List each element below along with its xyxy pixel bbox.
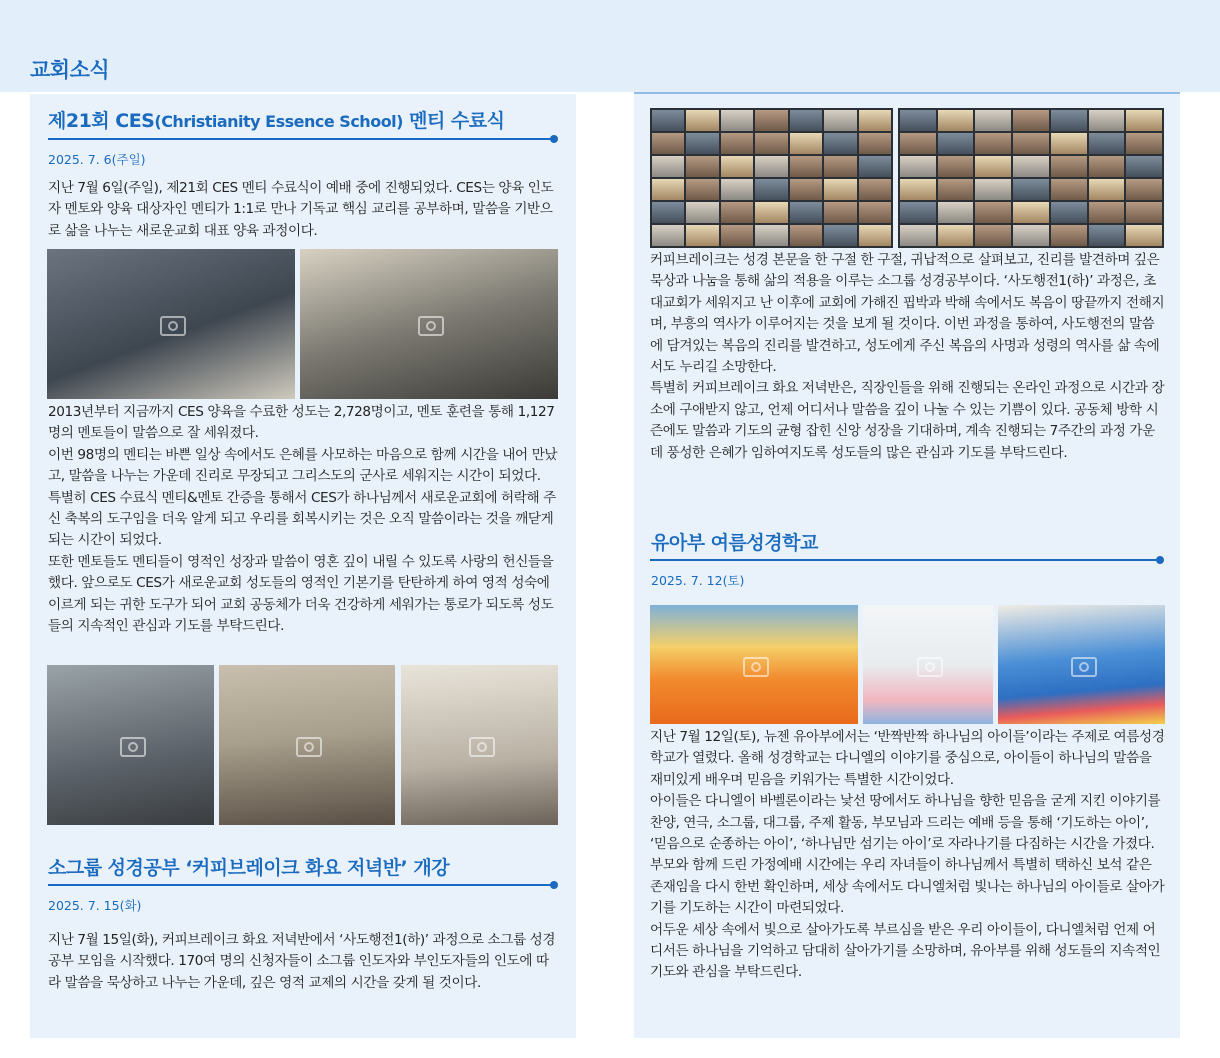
photo-icon	[120, 737, 146, 757]
photo-ces-testimony	[219, 665, 395, 825]
photo-icon	[1071, 657, 1097, 677]
title-rule	[650, 559, 1160, 561]
photo-icon	[296, 737, 322, 757]
photo-zoom-meeting-1	[650, 108, 893, 248]
article-intro: 지난 7월 6일(주일), 제21회 CES 멘티 수료식이 예배 중에 진행되었다. CES는 양육 인도자 멘토와 양육 대상자인 멘티가 1:1로 만나 기독교 핵심 교리를 공부하며, 말씀을 기반으로 삶을 나누는 새로운교회 대표 양육 과정이다.	[48, 180, 554, 239]
article-body: 2013년부터 지금까지 CES 양육을 수료한 성도는 2,728명이고, 멘토 훈련을 통해 1,127명의 멘토들이 말씀으로 잘 세워졌다. 이번 98명의 멘티는 바쁜 일상 속에서도 은혜를 사모하는 마음으로 함께 시간을 내어 만났고, 말씀을 나누는 가운데 진리로 무장되고 그리스도의 군사로 세워지는 시간이 되었다. 특별히 CES 수료식 멘티&멘토 간증을 통해서 CES가 하나님께서 새로운교회에 허락해 주신 축복의 도구임을 더욱 알게 되고 우리를 회복시키는 것은 오직 말씀이라는 것을 깨닫게 되는 시간이 되었다. 또한 멘토들도 멘티들이 영적인 성장과 말씀이 영혼 깊이 내릴 수 있도록 사랑의 헌신들을 했다. 앞으로도 CES가 새로운교회 성도들의 영적인 기본기를 탄탄하게 하여 영적 성숙에 이르게 되는 귀한 도구가 되어 교회 공동체가 더욱 건강하게 세워가는 통로가 되도록 성도들의 지속적인 관심과 기도를 부탁드린다.	[48, 404, 558, 635]
article-date: 2025. 7. 12(토)	[651, 573, 745, 588]
title-main: 제21회 CES	[48, 110, 155, 132]
photo-icon	[743, 657, 769, 677]
photo-zoom-meeting-2	[898, 108, 1164, 248]
article-body: 커피브레이크는 성경 본문을 한 구절 한 구절, 귀납적으로 살펴보고, 진리를 발견하며 깊은 묵상과 나눔을 통해 삶의 적용을 이루는 소그룹 성경공부이다. ‘사도행전1(하)’ 과정은, 초대교회가 세워지고 난 이후에 교회에 가해진 핍박과 박해 속에서도 복음이 땅끝까지 전해지며, 부흥의 역사가 이루어지는 것을 보게 될 것이다. 이번 과정을 통하여, 사도행전의 말씀에 담겨있는 복음의 진리를 발견하고, 성도에게 주신 복음의 사명과 성령의 역사를 삶 속에서도 누리길 소망한다. 특별히 커피브레이크 화요 저녁반은, 직장인들을 위해 진행되는 온라인 과정으로 시간과 장소에 구애받지 않고, 언제 어디서나 말씀을 깊이 나눌 수 있는 기쁨이 있다. 공동체 방학 시즌에도 말씀과 기도의 균형 잡힌 신앙 성장을 기대하며, 계속 진행되는 7주간의 과정 가운데 풍성한 은혜가 임하여지도록 성도들의 많은 관심과 기도를 부탁드린다.	[650, 252, 1165, 461]
photo-ces-group	[401, 665, 558, 825]
photo-vbs-stage	[650, 605, 858, 724]
article-title-vbs: 유아부 여름성경학교	[651, 532, 818, 554]
article-title-coffeebreak: 소그룹 성경공부 ‘커피브레이크 화요 저녁반’ 개강	[48, 857, 450, 879]
section-label: 교회소식	[30, 58, 110, 82]
article-title-ces	[48, 106, 504, 133]
left-column	[30, 92, 576, 1038]
photo-ces-certificate-1	[47, 249, 295, 399]
photo-vbs-dance	[863, 605, 993, 724]
article-date: 2025. 7. 6(주일)	[48, 152, 146, 167]
photo-ces-mentors	[47, 665, 214, 825]
photo-icon	[418, 316, 444, 336]
page-header	[0, 0, 1220, 92]
right-column	[634, 92, 1180, 1038]
article-date: 2025. 7. 15(화)	[48, 898, 142, 913]
title-rule	[48, 884, 554, 886]
photo-vbs-ballpool	[998, 605, 1165, 724]
title-end: 멘티 수료식	[402, 110, 505, 132]
photo-ces-certificate-2	[300, 249, 558, 399]
photo-icon	[160, 316, 186, 336]
photo-icon	[469, 737, 495, 757]
article-intro: 지난 7월 15일(화), 커피브레이크 화요 저녁반에서 ‘사도행전1(하)’ 과정으로 소그룹 성경공부 모임을 시작했다. 170여 명의 신청자들이 소그룹 인도자와 부인도자들의 인도에 따라 말씀을 묵상하고 나누는 가운데, 깊은 영적 교제의 시간을 갖게 될 것이다.	[48, 932, 556, 991]
title-sub: (Christianity Essence School)	[154, 112, 403, 131]
title-rule	[48, 138, 554, 140]
photo-icon	[917, 657, 943, 677]
article-body: 지난 7월 12일(토), 뉴젠 유아부에서는 ‘반짝반짝 하나님의 아이들’이라는 주제로 여름성경학교가 열렸다. 올해 성경학교는 다니엘의 이야기를 중심으로, 아이들이 하나님의 말씀을 재미있게 배우며 믿음을 키워가는 특별한 시간이었다. 아이들은 다니엘이 바벨론이라는 낯선 땅에서도 하나님을 향한 믿음을 굳게 지킨 이야기를 찬양, 연극, 소그룹, 대그룹, 주제 활동, 부모님과 드리는 예배 등을 통해 ‘기도하는 아이’, ‘믿음으로 순종하는 아이’, ‘하나님만 섬기는 아이’로 자라나기를 다짐하는 시간을 가졌다. 부모와 함께 드린 가정예배 시간에는 우리 자녀들이 하나님께서 특별히 택하신 보석 같은 존재임을 다시 한번 확인하며, 세상 속에서도 다니엘처럼 빛나는 하나님의 아이들로 살아가기를 기도하는 시간이 마련되었다. 어두운 세상 속에서 빛으로 살아가도록 부르심을 받은 우리 아이들이, 다니엘처럼 언제 어디서든 하나님을 기억하고 담대히 살아가기를 소망하며, 유아부를 위해 성도들의 지속적인 기도와 관심을 부탁드린다.	[650, 729, 1165, 981]
